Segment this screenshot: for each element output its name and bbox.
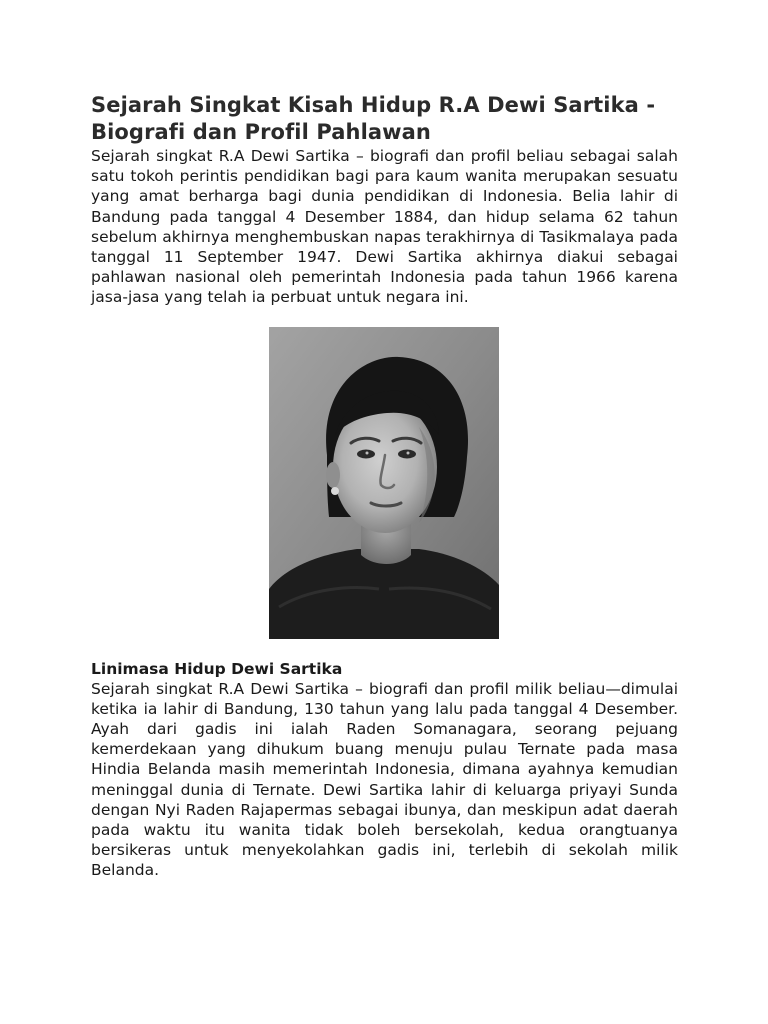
article-title: Sejarah Singkat Kisah Hidup R.A Dewi Sartika - Biografi dan Profil Pahlawan [91,93,656,144]
document-page [91,92,678,881]
portrait-photo [269,327,499,639]
section-paragraph: Sejarah singkat R.A Dewi Sartika – biografi dan profil milik beliau—dimulai ketika ia lahir di Bandung, 130 tahun yang lalu pada tanggal 4 Desember. Ayah dari gadis ini ialah Raden Somanagara, seorang pejuang kemerdekaan yang dihukum buang menuju pulau Ternate pada masa Hindia Belanda masih memerintah Indonesia, dimana ayahnya kemudian meninggal dunia di Ternate. Dewi Sartika lahir di keluarga priyayi Sunda dengan Nyi Raden Rajapermas sebagai ibunya, dan meskipun adat daerah pada waktu itu wanita tidak boleh bersekolah, kedua orangtuanya bersikeras untuk menyekolahkan gadis ini, terlebih di sekolah milik Belanda. [91,679,678,880]
intro-paragraph: Sejarah singkat R.A Dewi Sartika – biografi dan profil beliau sebagai salah satu tokoh perintis pendidikan bagi para kaum wanita merupakan sesuatu yang amat berharga bagi dunia pendidikan di Indonesia. Belia lahir di Bandung pada tanggal 4 Desember 1884, dan hidup selama 62 tahun sebelum akhirnya menghembuskan napas terakhirnya di Tasikmalaya pada tanggal 11 September 1947. Dewi Sartika akhirnya diakui sebagai pahlawan nasional oleh pemerintah Indonesia pada tahun 1966 karena jasa-jasa yang telah ia perbuat untuk negara ini. [91,147,678,307]
section-heading: Linimasa Hidup Dewi Sartika [91,659,343,678]
portrait-illustration [269,327,499,639]
